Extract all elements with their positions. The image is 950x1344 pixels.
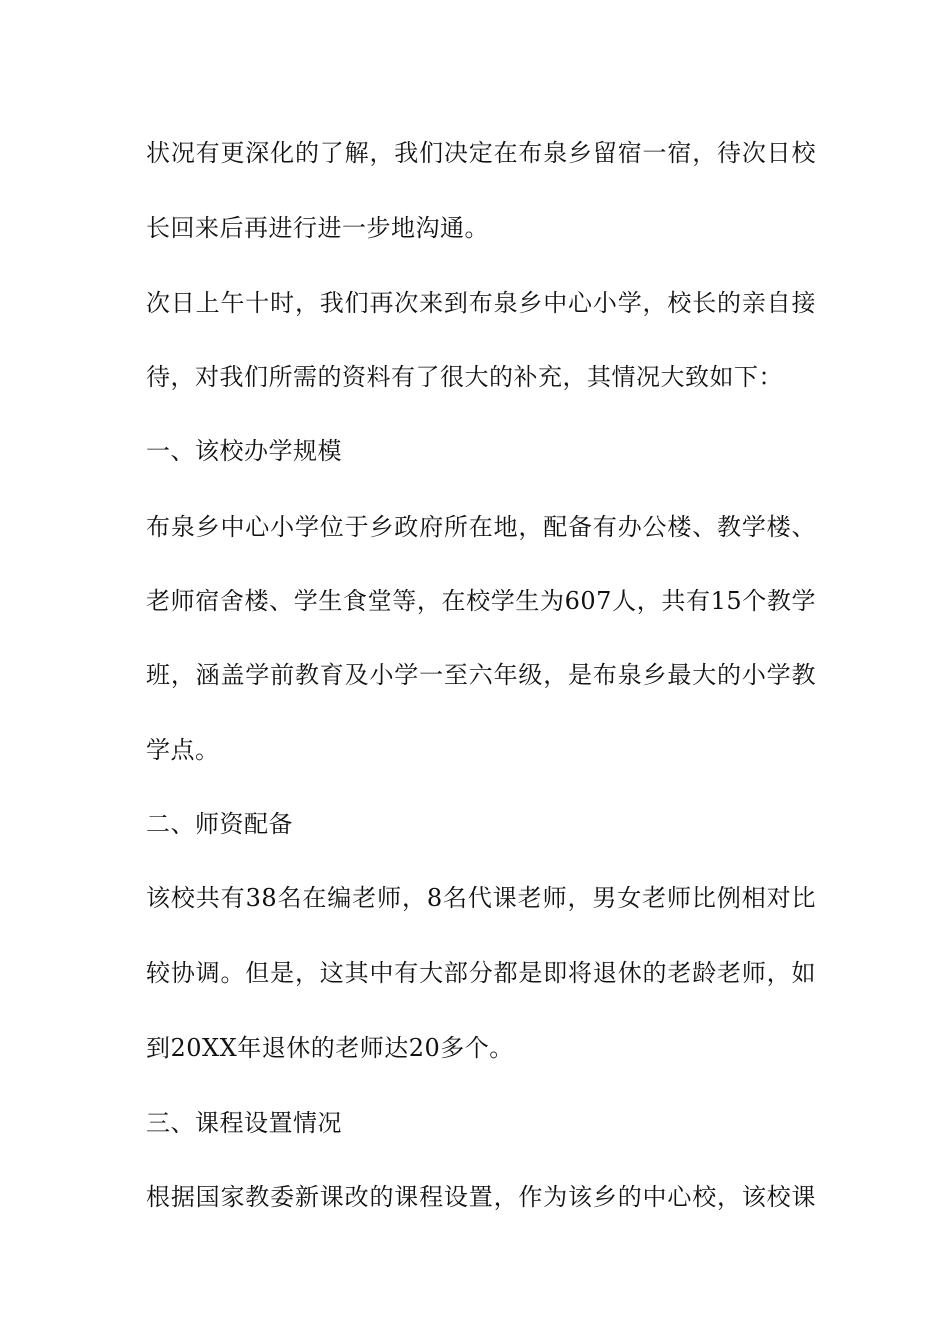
paragraph-line: 长回来后再进行进一步地沟通。 (146, 214, 489, 242)
paragraph-line: 根据国家教委新课改的课程设置，作为该乡的中心校，该校课 (146, 1183, 816, 1211)
paragraph-line: 学点。 (146, 736, 220, 764)
paragraph-line: 老师宿舍楼、学生食堂等，在校学生为607人，共有15个教学 (146, 587, 816, 615)
paragraph-line: 该校共有38名在编老师，8名代课老师，男女老师比例相对比 (146, 884, 816, 912)
section-heading: 三、课程设置情况 (146, 1109, 342, 1137)
paragraph-line: 次日上午十时，我们再次来到布泉乡中心小学，校长的亲自接 (146, 289, 816, 317)
section-heading: 一、该校办学规模 (146, 437, 342, 465)
paragraph-line: 待，对我们所需的资料有了很大的补充，其情况大致如下： (146, 363, 783, 391)
paragraph-line: 班，涵盖学前教育及小学一至六年级，是布泉乡最大的小学教 (146, 661, 816, 689)
paragraph-line: 较协调。但是，这其中有大部分都是即将退休的老龄老师，如 (146, 959, 816, 987)
section-heading: 二、师资配备 (146, 810, 293, 838)
paragraph-line: 状况有更深化的了解，我们决定在布泉乡留宿一宿，待次日校 (146, 139, 816, 167)
paragraph-line: 布泉乡中心小学位于乡政府所在地，配备有办公楼、教学楼、 (146, 513, 816, 541)
paragraph-line: 到20XX年退休的老师达20多个。 (146, 1034, 514, 1062)
